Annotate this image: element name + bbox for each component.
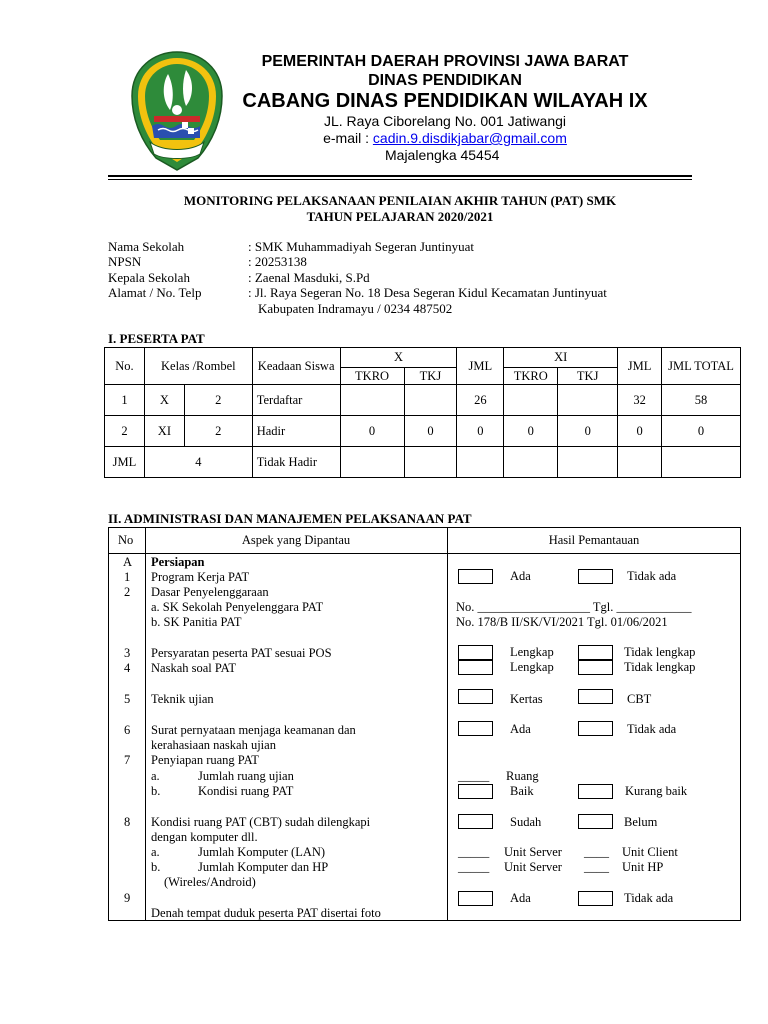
- checkbox-item8-sudah[interactable]: [458, 814, 493, 829]
- letterhead-city: Majalengka 45454: [385, 147, 500, 163]
- administration-table: [108, 527, 741, 921]
- checkbox-item4-tidak-lengkap[interactable]: [578, 660, 613, 675]
- checkbox-item1-tidak-ada[interactable]: [578, 569, 613, 584]
- item-7-no: 7: [124, 753, 131, 767]
- cell-x-tkj: 0: [404, 416, 457, 447]
- item-8a-letter: a.: [151, 845, 160, 859]
- cell-x-jml: 26: [457, 385, 504, 416]
- item-9-text: Denah tempat duduk peserta PAT disertai foto: [151, 906, 381, 920]
- cell-xi-tkro: [504, 447, 558, 478]
- checkbox-item5-cbt[interactable]: [578, 689, 613, 704]
- item-8-text-a: Kondisi ruang PAT (CBT) sudah dilengkapi: [151, 815, 371, 829]
- checkbox-item3-tidak-lengkap[interactable]: [578, 645, 613, 660]
- header-xi-tkj: TKJ: [558, 368, 618, 385]
- hp-count-field[interactable]: ____: [584, 860, 609, 874]
- cell-xi-jml: 0: [618, 416, 662, 447]
- col-hasil-header: Hasil Pemantauan: [548, 533, 640, 547]
- cell-no: JML: [105, 447, 145, 478]
- item-3-no: 3: [124, 646, 131, 660]
- address-label: Alamat / No. Telp: [108, 285, 202, 300]
- item-2a-text: a. SK Sekolah Penyelenggara PAT: [151, 600, 324, 614]
- item-5-no: 5: [124, 692, 131, 706]
- lan-server-field[interactable]: _____: [458, 845, 490, 859]
- cell-x-tkro: 0: [340, 416, 404, 447]
- letterhead-email-line: [225, 130, 665, 146]
- letterhead-government: PEMERINTAH DAERAH PROVINSI JAWA BARAT: [261, 53, 629, 70]
- item-7b-letter: b.: [151, 784, 161, 798]
- item-6-no: 6: [124, 723, 131, 737]
- item-8b-letter: b.: [151, 860, 161, 874]
- letterhead-rule-thin: [108, 179, 692, 180]
- letterhead-address: JL. Raya Ciborelang No. 001 Jatiwangi: [323, 113, 567, 129]
- cell-keadaan: Hadir: [252, 416, 340, 447]
- cell-xi-jml: [618, 447, 662, 478]
- cell-total: [662, 447, 741, 478]
- checkbox-item7b-baik[interactable]: [458, 784, 493, 799]
- item-5-text: Teknik ujian: [151, 692, 214, 706]
- header-divider: [108, 553, 741, 554]
- opt-belum: Belum: [624, 815, 658, 829]
- checkbox-item6-tidak-ada[interactable]: [578, 721, 613, 736]
- cell-kelas: 4: [144, 447, 252, 478]
- cell-kelas: XI: [144, 416, 184, 447]
- header-xi-tkro: TKRO: [504, 368, 558, 385]
- cell-x-tkro: [340, 385, 404, 416]
- header-grade-xi: XI: [504, 348, 618, 368]
- cell-total: 0: [662, 416, 741, 447]
- document-title: MONITORING PELAKSANAAN PENILAIAN AKHIR TAHUN (PAT) SMK: [183, 193, 617, 208]
- cell-x-jml: [457, 447, 504, 478]
- persiapan-heading: Persiapan: [151, 555, 205, 569]
- cell-keadaan: Tidak Hadir: [252, 447, 340, 478]
- letterhead-branch: CABANG DINAS PENDIDIKAN WILAYAH IX: [242, 90, 648, 112]
- sk-sekolah-field[interactable]: No. __________________ Tgl. ____________: [456, 600, 692, 614]
- item-8a-text: Jumlah Komputer (LAN): [198, 845, 326, 859]
- email-link[interactable]: cadin.9.disdikjabar@gmail.com: [372, 130, 567, 146]
- email-label: e-mail :: [323, 130, 373, 146]
- cell-rombel: 2: [184, 385, 252, 416]
- section-2-title: II. ADMINISTRASI DAN MANAJEMEN PELAKSANAAN PAT: [108, 511, 472, 526]
- letterhead-agency: DINAS PENDIDIKAN: [368, 72, 522, 89]
- opt-tidak-ada: Tidak ada: [624, 891, 674, 905]
- cell-x-tkj: [404, 447, 457, 478]
- group-a-label: A: [123, 555, 133, 569]
- opt-cbt: CBT: [627, 692, 652, 706]
- item-4-no: 4: [124, 661, 131, 675]
- unit-client-label: Unit Client: [622, 845, 678, 859]
- opt-lengkap: Lengkap: [510, 645, 554, 659]
- opt-tidak-lengkap: Tidak lengkap: [624, 645, 696, 659]
- lan-client-field[interactable]: ____: [584, 845, 609, 859]
- col-aspek-header: Aspek yang Dipantau: [241, 533, 351, 547]
- sk-panitia-field[interactable]: No. 178/B II/SK/VI/2021 Tgl. 01/06/2021: [456, 615, 668, 629]
- header-keadaan: Keadaan Siswa: [252, 348, 340, 385]
- unit-server-label: Unit Server: [504, 845, 562, 859]
- cell-xi-tkro: [504, 385, 558, 416]
- cell-no: 2: [105, 416, 145, 447]
- header-jml-xi: JML: [618, 348, 662, 385]
- item-6-text-a: Surat pernyataan menjaga keamanan dan: [151, 723, 356, 737]
- checkbox-item9-ada[interactable]: [458, 891, 493, 906]
- checkbox-item1-ada[interactable]: [458, 569, 493, 584]
- cell-total: 58: [662, 385, 741, 416]
- cell-x-jml: 0: [457, 416, 504, 447]
- document-subtitle: TAHUN PELAJARAN 2020/2021: [306, 209, 494, 224]
- header-x-tkj: TKJ: [404, 368, 457, 385]
- table-row: [105, 416, 741, 447]
- unit-server-label: Unit Server: [504, 860, 562, 874]
- opt-lengkap: Lengkap: [510, 660, 554, 674]
- item-7a-letter: a.: [151, 769, 160, 783]
- address-value-line2: Kabupaten Indramayu / 0234 487502: [258, 301, 453, 316]
- item-8-no: 8: [124, 815, 131, 829]
- cell-xi-tkro: 0: [504, 416, 558, 447]
- col-no-header: No: [118, 533, 134, 547]
- npsn-value: : 20253138: [248, 254, 307, 269]
- cell-x-tkro: [340, 447, 404, 478]
- table-row: [105, 385, 741, 416]
- item-8b-text-cont: (Wireles/Android): [164, 875, 256, 889]
- item-8-text-b: dengan komputer dll.: [151, 830, 258, 844]
- item-9-no: 9: [124, 891, 131, 905]
- item-7-text: Penyiapan ruang PAT: [151, 753, 259, 767]
- column-divider: [447, 527, 448, 921]
- cell-rombel: 2: [184, 416, 252, 447]
- item-2-text: Dasar Penyelenggaraan: [151, 585, 269, 599]
- opt-tidak-ada: Tidak ada: [627, 569, 677, 583]
- item-1-text: Program Kerja PAT: [151, 570, 250, 584]
- header-no: No.: [105, 348, 145, 385]
- item-2-no: 2: [124, 585, 131, 599]
- header-kelas: Kelas /Rombel: [144, 348, 252, 385]
- school-name-value: : SMK Muhammadiyah Segeran Juntinyuat: [248, 239, 475, 254]
- principal-value: : Zaenal Masduki, S.Pd: [248, 270, 370, 285]
- item-4-text: Naskah soal PAT: [151, 661, 236, 675]
- checkbox-item4-lengkap[interactable]: [458, 660, 493, 675]
- opt-ada: Ada: [510, 891, 531, 905]
- opt-sudah: Sudah: [510, 815, 542, 829]
- hp-server-field[interactable]: _____: [458, 860, 490, 874]
- principal-label: Kepala Sekolah: [108, 270, 190, 285]
- opt-tidak-ada: Tidak ada: [627, 722, 677, 736]
- cell-xi-jml: 32: [618, 385, 662, 416]
- section-1-title: I. PESERTA PAT: [108, 331, 205, 346]
- opt-ada: Ada: [510, 722, 531, 736]
- item-1-no: 1: [124, 570, 131, 584]
- checkbox-item6-ada[interactable]: [458, 721, 493, 736]
- west-java-emblem-logo: [128, 50, 226, 172]
- letterhead-rule-thick: [108, 175, 692, 177]
- item-6-text-b: kerahasiaan naskah ujian: [151, 738, 276, 752]
- header-x-tkro: TKRO: [340, 368, 404, 385]
- item-2b-text: b. SK Panitia PAT: [151, 615, 242, 629]
- ruang-count-field[interactable]: _____: [458, 769, 490, 783]
- item-7b-text: Kondisi ruang PAT: [198, 784, 294, 798]
- checkbox-item5-kertas[interactable]: [458, 689, 493, 704]
- item-3-text: Persyaratan peserta PAT sesuai POS: [151, 646, 332, 660]
- address-value: : Jl. Raya Segeran No. 18 Desa Segeran Kidul Kecamatan Juntinyuat: [248, 285, 607, 300]
- opt-kertas: Kertas: [510, 692, 543, 706]
- cell-no: 1: [105, 385, 145, 416]
- opt-ruang: Ruang: [506, 769, 539, 783]
- opt-baik: Baik: [510, 784, 534, 798]
- column-divider: [145, 527, 146, 921]
- cell-xi-tkj: 0: [558, 416, 618, 447]
- npsn-label: NPSN: [108, 254, 142, 269]
- checkbox-item7b-kurang-baik[interactable]: [578, 784, 613, 799]
- header-jml-total: JML TOTAL: [662, 348, 741, 385]
- cell-keadaan: Terdaftar: [252, 385, 340, 416]
- checkbox-item3-lengkap[interactable]: [458, 645, 493, 660]
- cell-kelas: X: [144, 385, 184, 416]
- checkbox-item8-belum[interactable]: [578, 814, 613, 829]
- checkbox-item9-tidak-ada[interactable]: [578, 891, 613, 906]
- opt-ada: Ada: [510, 569, 531, 583]
- item-8b-text: Jumlah Komputer dan HP: [198, 860, 329, 874]
- item-7a-text: Jumlah ruang ujian: [198, 769, 294, 783]
- cell-xi-tkj: [558, 447, 618, 478]
- school-name-label: Nama Sekolah: [108, 239, 185, 254]
- header-grade-x: X: [340, 348, 457, 368]
- participants-table: [104, 347, 741, 478]
- opt-tidak-lengkap: Tidak lengkap: [624, 660, 696, 674]
- cell-x-tkj: [404, 385, 457, 416]
- unit-hp-label: Unit HP: [622, 860, 664, 874]
- cell-xi-tkj: [558, 385, 618, 416]
- header-jml-x: JML: [457, 348, 504, 385]
- opt-kurang-baik: Kurang baik: [625, 784, 688, 798]
- table-row: [105, 447, 741, 478]
